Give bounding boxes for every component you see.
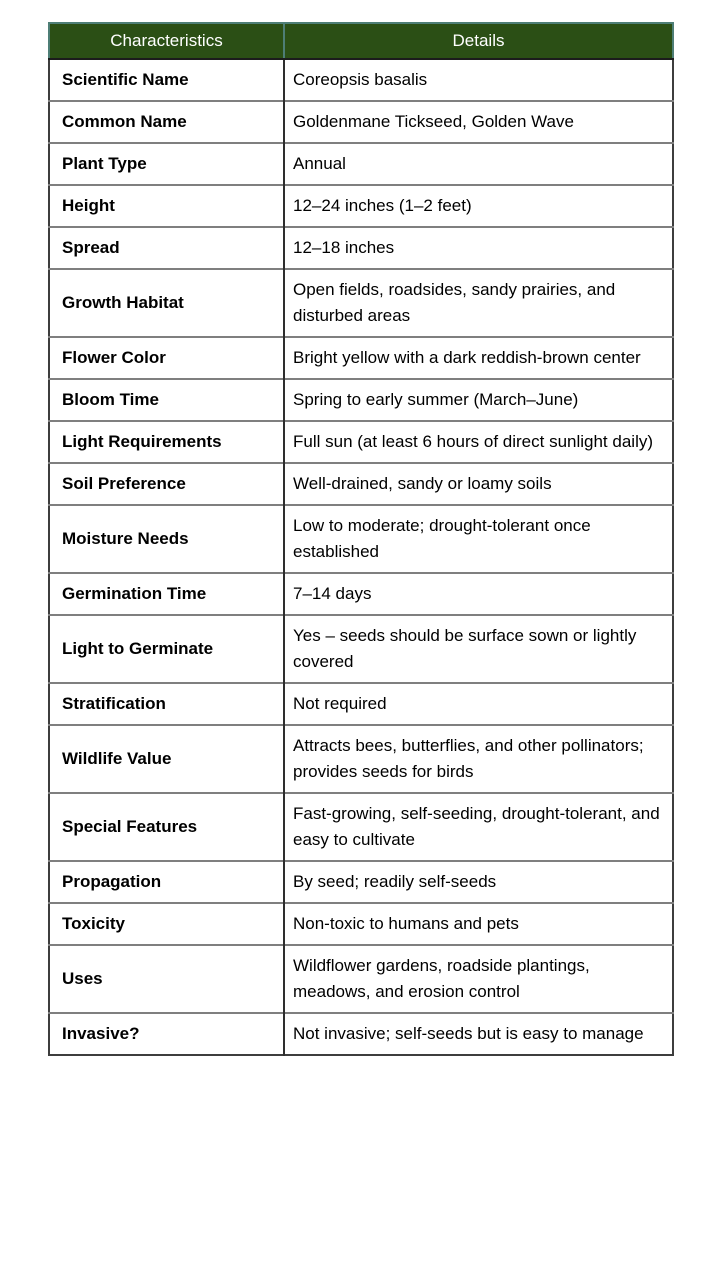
detail-cell: Well-drained, sandy or loamy soils [284, 463, 673, 505]
detail-cell: Goldenmane Tickseed, Golden Wave [284, 101, 673, 143]
characteristic-cell: Soil Preference [49, 463, 284, 505]
characteristic-cell: Light to Germinate [49, 615, 284, 683]
characteristic-cell: Scientific Name [49, 59, 284, 101]
table-header [49, 23, 673, 59]
detail-cell: Low to moderate; drought-tolerant once established [284, 505, 673, 573]
detail-cell: Wildflower gardens, roadside plantings, meadows, and erosion control [284, 945, 673, 1013]
detail-cell: Spring to early summer (March–June) [284, 379, 673, 421]
detail-cell: Non-toxic to humans and pets [284, 903, 673, 945]
table-row [49, 573, 673, 615]
characteristic-cell: Growth Habitat [49, 269, 284, 337]
column-header-characteristics: Characteristics [49, 23, 284, 59]
characteristic-cell: Special Features [49, 793, 284, 861]
characteristic-cell: Common Name [49, 101, 284, 143]
detail-cell: By seed; readily self-seeds [284, 861, 673, 903]
characteristic-cell: Plant Type [49, 143, 284, 185]
table-row [49, 725, 673, 793]
table-row [49, 101, 673, 143]
table-row [49, 185, 673, 227]
detail-cell: Full sun (at least 6 hours of direct sunlight daily) [284, 421, 673, 463]
table-row [49, 615, 673, 683]
detail-cell: Not required [284, 683, 673, 725]
detail-cell: Attracts bees, butterflies, and other pollinators; provides seeds for birds [284, 725, 673, 793]
table-row [49, 903, 673, 945]
detail-cell: 12–18 inches [284, 227, 673, 269]
table-row [49, 945, 673, 1013]
table-row [49, 1013, 673, 1055]
table-row [49, 143, 673, 185]
table-row [49, 379, 673, 421]
table-row [49, 227, 673, 269]
table-row [49, 463, 673, 505]
table-row [49, 269, 673, 337]
detail-cell: 12–24 inches (1–2 feet) [284, 185, 673, 227]
characteristic-cell: Height [49, 185, 284, 227]
table-row [49, 683, 673, 725]
detail-cell: 7–14 days [284, 573, 673, 615]
table-row [49, 861, 673, 903]
characteristic-cell: Spread [49, 227, 284, 269]
column-header-details: Details [284, 23, 673, 59]
table-row [49, 421, 673, 463]
characteristic-cell: Bloom Time [49, 379, 284, 421]
characteristic-cell: Toxicity [49, 903, 284, 945]
plant-characteristics-table [48, 22, 674, 1056]
characteristic-cell: Flower Color [49, 337, 284, 379]
detail-cell: Bright yellow with a dark reddish-brown center [284, 337, 673, 379]
detail-cell: Annual [284, 143, 673, 185]
characteristic-cell: Light Requirements [49, 421, 284, 463]
table-body [49, 59, 673, 1055]
characteristic-cell: Uses [49, 945, 284, 1013]
detail-cell: Not invasive; self-seeds but is easy to manage [284, 1013, 673, 1055]
detail-cell: Fast-growing, self-seeding, drought-tolerant, and easy to cultivate [284, 793, 673, 861]
header-row [49, 23, 673, 59]
detail-cell: Yes – seeds should be surface sown or lightly covered [284, 615, 673, 683]
detail-cell: Coreopsis basalis [284, 59, 673, 101]
characteristic-cell: Wildlife Value [49, 725, 284, 793]
characteristic-cell: Stratification [49, 683, 284, 725]
characteristic-cell: Propagation [49, 861, 284, 903]
table-row [49, 337, 673, 379]
detail-cell: Open fields, roadsides, sandy prairies, and disturbed areas [284, 269, 673, 337]
characteristic-cell: Germination Time [49, 573, 284, 615]
table-row [49, 59, 673, 101]
table-row [49, 793, 673, 861]
characteristic-cell: Moisture Needs [49, 505, 284, 573]
characteristic-cell: Invasive? [49, 1013, 284, 1055]
table-row [49, 505, 673, 573]
